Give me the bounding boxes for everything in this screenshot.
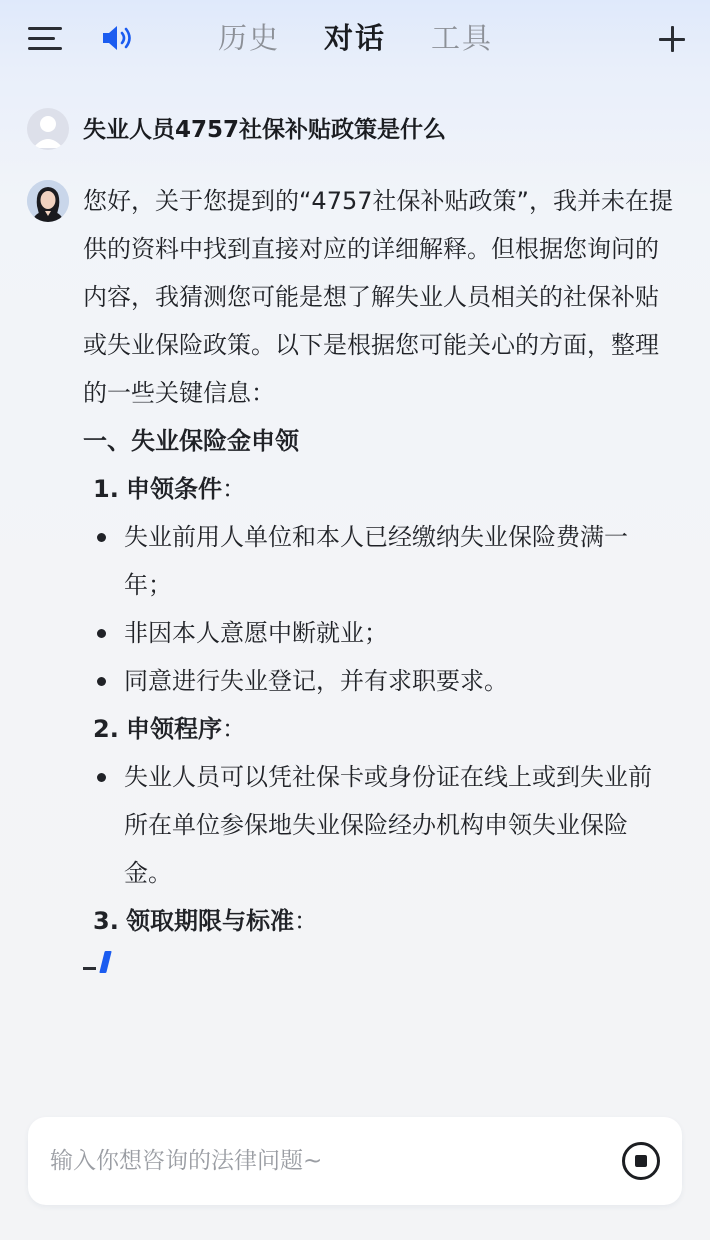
user-question-text: 失业人员4757社保补贴政策是什么 (83, 117, 447, 143)
list-item: 非因本人意愿中断就业； (83, 609, 673, 657)
tab-history[interactable]: 历史 (218, 21, 281, 55)
numbered-item (83, 897, 673, 945)
item-suffix: ： (294, 907, 318, 935)
item-label: 申领程序 (126, 715, 222, 743)
item-number: 3. (93, 907, 119, 935)
item-suffix: ： (222, 715, 246, 743)
item-number: 1. (93, 475, 119, 503)
list-item: 同意进行失业登记，并有求职要求。 (83, 657, 673, 705)
numbered-item (83, 465, 673, 513)
list-item: 失业人员可以凭社保卡或身份证在线上或到失业前所在单位参保地失业保险经办机构申领失业保险金。 (83, 753, 673, 897)
typing-dash (83, 967, 96, 970)
item-number: 2. (93, 715, 119, 743)
menu-icon[interactable] (28, 25, 62, 53)
user-message (27, 106, 687, 152)
typing-cursor (99, 951, 111, 973)
user-avatar (27, 108, 69, 150)
tab-tools[interactable]: 工具 (431, 21, 494, 55)
typing-indicator (83, 945, 673, 985)
item-suffix: ： (222, 475, 246, 503)
list-item: 失业前用人单位和本人已经缴纳失业保险费满一年； (83, 513, 673, 609)
answer-intro: 您好，关于您提到的“4757社保补贴政策”，我并未在提供的资料中找到直接对应的详细解释。但根据您询问的内容，我猜测您可能是想了解失业人员相关的社保补贴或失业保险政策。以下是根据您可能关心的方面，整理的一些关键信息： (83, 187, 673, 407)
speaker-icon[interactable] (101, 22, 137, 54)
item-label: 领取期限与标准 (126, 907, 294, 935)
numbered-item (83, 705, 673, 753)
assistant-answer (83, 177, 673, 985)
item-label: 申领条件 (126, 475, 222, 503)
stop-icon[interactable] (622, 1142, 660, 1180)
plus-icon[interactable] (657, 24, 687, 54)
section-title: 一、失业保险金申领 (83, 427, 299, 455)
message-input[interactable] (28, 1117, 682, 1205)
top-bar (0, 0, 710, 76)
input-placeholder[interactable]: 输入你想咨询的法律问题~ (50, 1148, 323, 1174)
tab-chat[interactable]: 对话 (324, 21, 387, 55)
assistant-avatar (27, 180, 69, 222)
